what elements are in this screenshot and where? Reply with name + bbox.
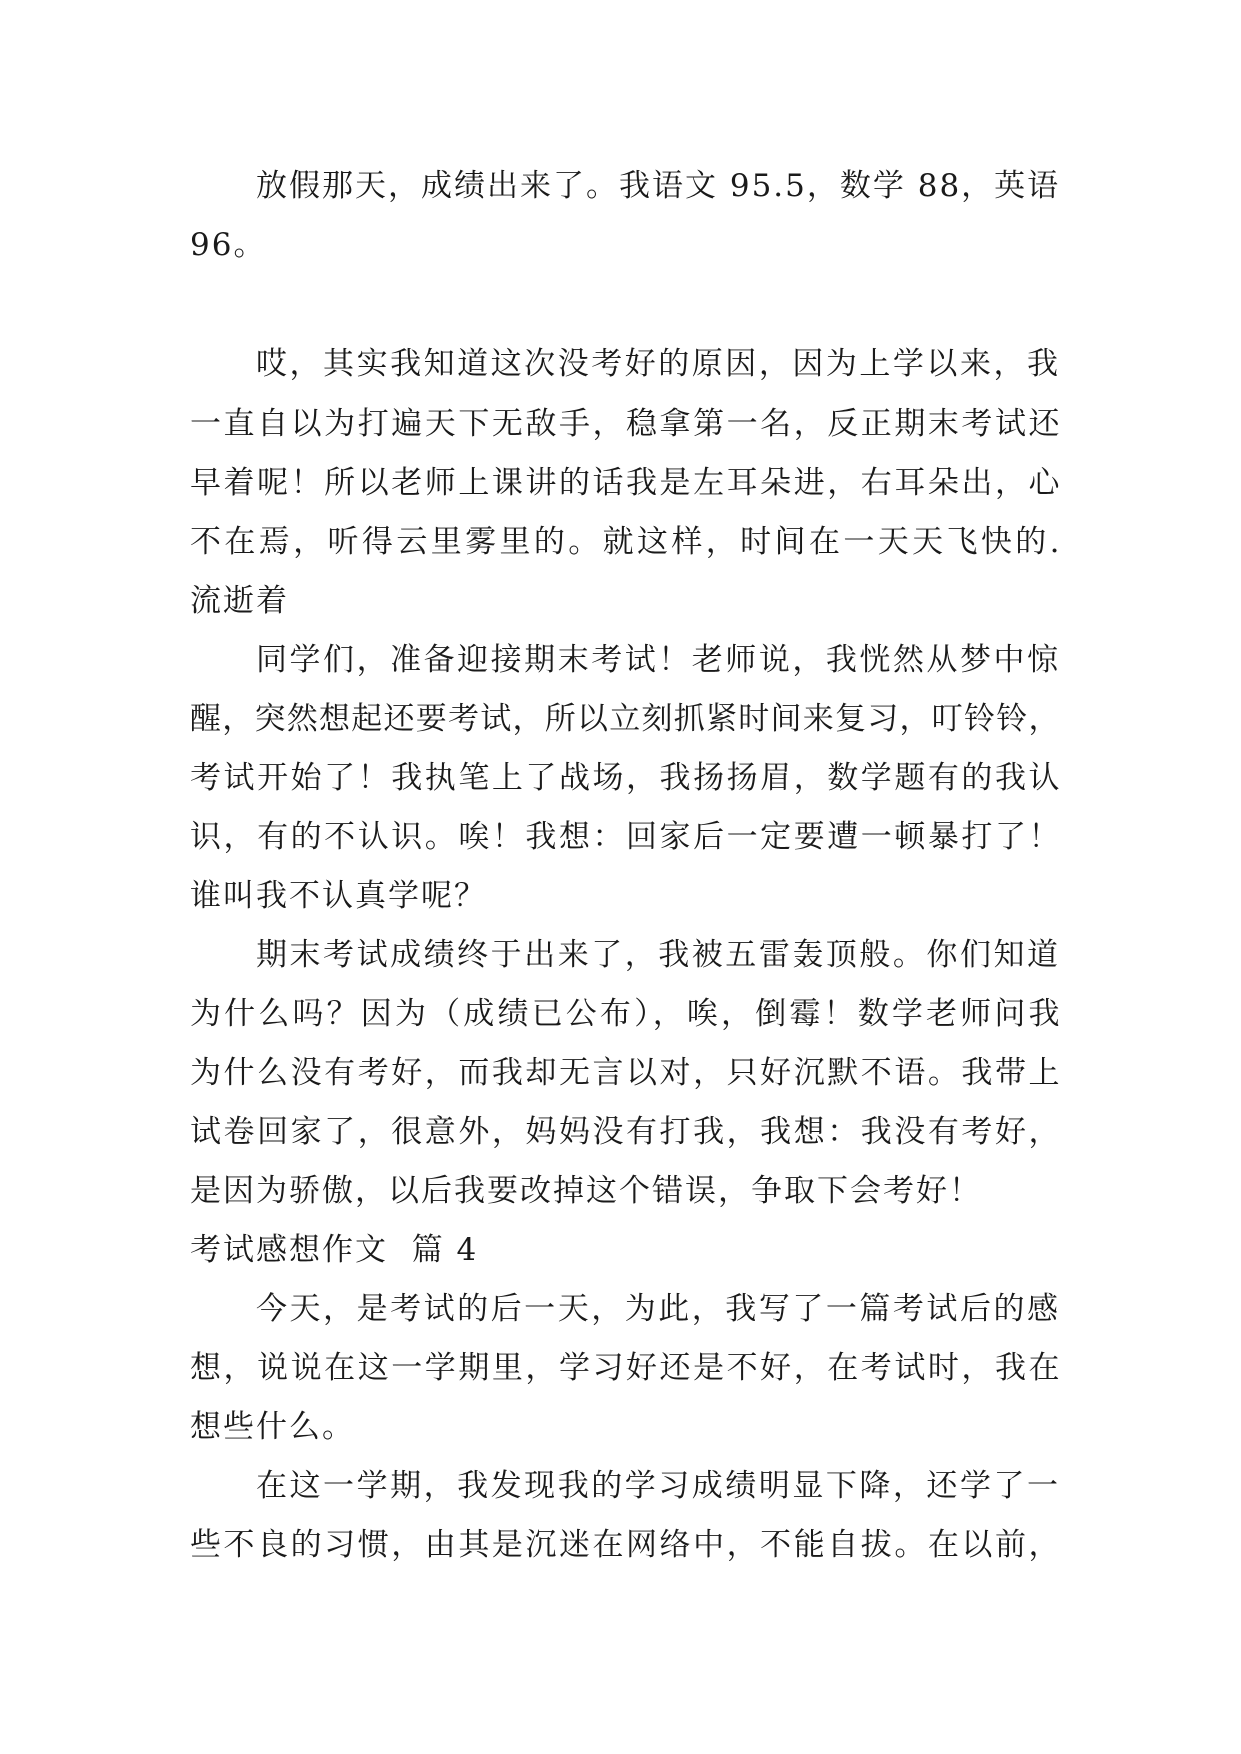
text-line: 期末考试成绩终于出来了，我被五雷轰顶般。你们知道 xyxy=(256,937,1060,973)
text-line: 今天，是考试的后一天，为此，我写了一篇考试后的感 xyxy=(256,1291,1060,1327)
text-line: 谁叫我不认真学呢？ xyxy=(190,878,487,914)
text-line: 哎，其实我知道这次没考好的原因，因为上学以来，我 xyxy=(256,346,1060,382)
text-line: 考试开始了！我执笔上了战场，我扬扬眉，数学题有的我认 xyxy=(190,760,1060,796)
section-heading: 考试感想作文 篇 4 xyxy=(190,1232,479,1268)
text-line: 醒，突然想起还要考试，所以立刻抓紧时间来复习，叮铃铃， xyxy=(190,701,1060,737)
text-line: 为什么没有考好，而我却无言以对，只好沉默不语。我带上 xyxy=(190,1055,1060,1091)
text-line: 想，说说在这一学期里，学习好还是不好，在考试时，我在 xyxy=(190,1350,1060,1386)
text-line: 早着呢！所以老师上课讲的话我是左耳朵进，右耳朵出，心 xyxy=(190,465,1060,501)
text-line: 放假那天，成绩出来了。我语文 95.5，数学 88，英语 xyxy=(256,168,1061,204)
text-line: 试卷回家了，很意外，妈妈没有打我，我想：我没有考好， xyxy=(190,1114,1060,1150)
text-line: 同学们，准备迎接期末考试！老师说，我恍然从梦中惊 xyxy=(256,642,1060,678)
text-line: 识，有的不认识。唉！我想：回家后一定要遭一顿暴打了！ xyxy=(190,819,1060,855)
text-line: 为什么吗？因为（成绩已公布），唉，倒霉！数学老师问我 xyxy=(190,996,1060,1032)
text-line: 96。 xyxy=(190,227,267,263)
text-line: 些不良的习惯，由其是沉迷在网络中，不能自拔。在以前， xyxy=(190,1527,1060,1563)
text-line: 是因为骄傲，以后我要改掉这个错误，争取下会考好！ xyxy=(190,1173,982,1209)
text-line: 流逝着 xyxy=(190,583,289,619)
text-line: 在这一学期，我发现我的学习成绩明显下降，还学了一 xyxy=(256,1468,1060,1504)
text-line: 一直自以为打遍天下无敌手，稳拿第一名，反正期末考试还 xyxy=(190,406,1060,442)
text-line: 不在焉，听得云里雾里的。就这样，时间在一天天飞快的. xyxy=(190,524,1060,560)
text-line: 想些什么。 xyxy=(190,1409,355,1445)
